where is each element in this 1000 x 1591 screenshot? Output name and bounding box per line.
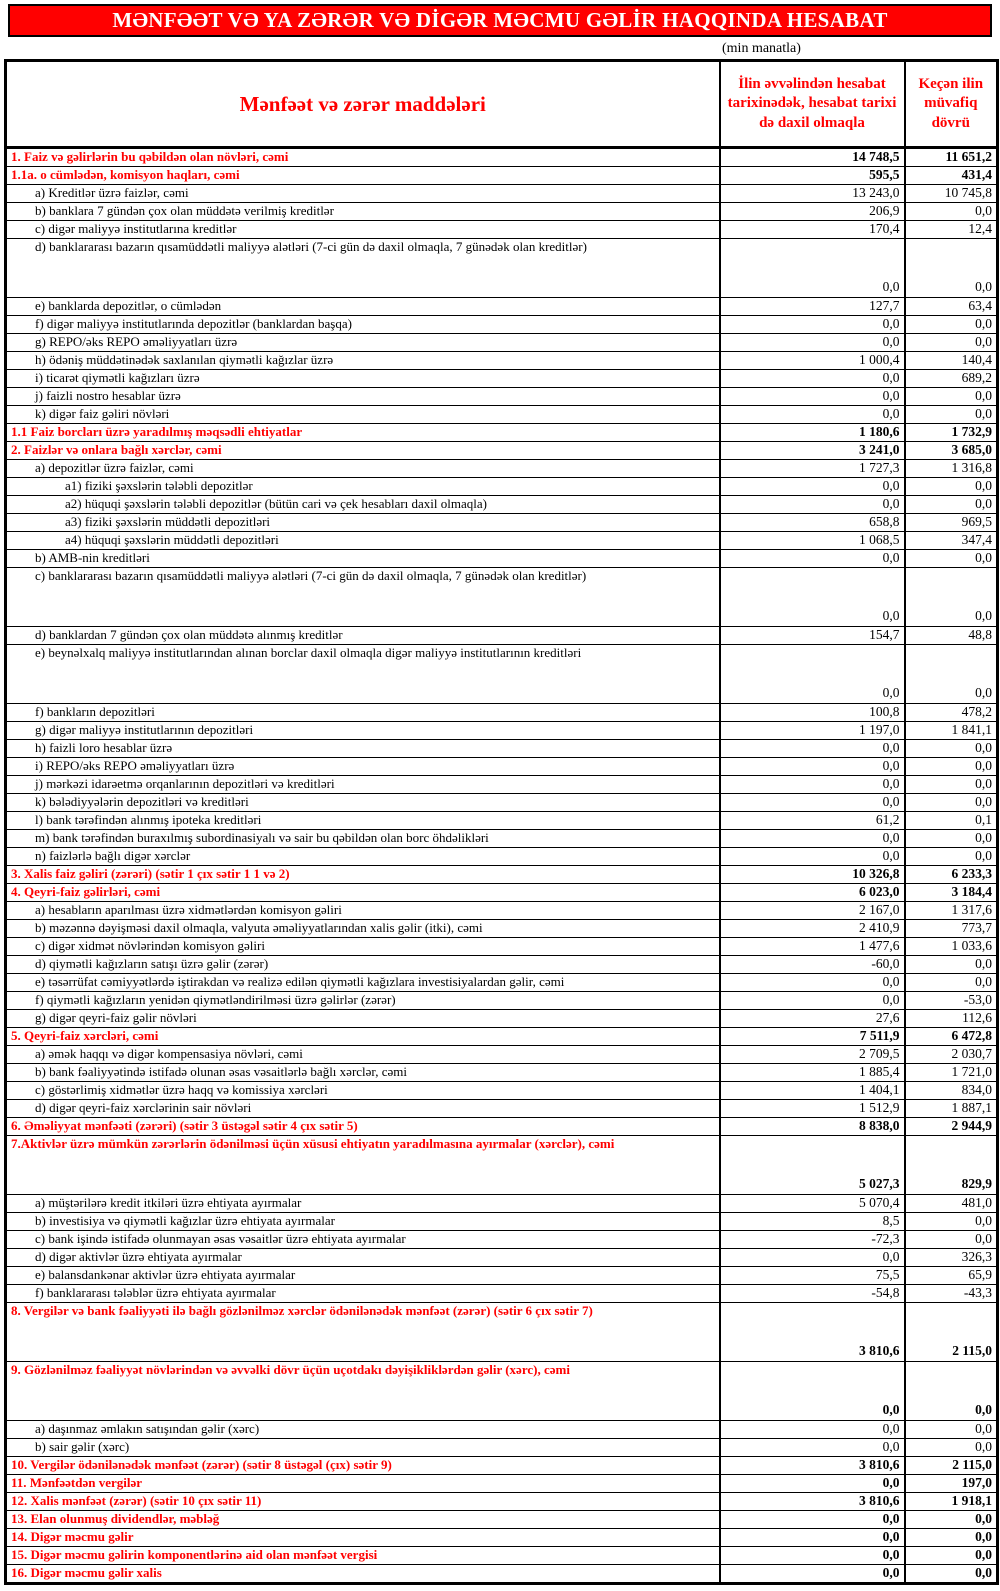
row-label: 5. Qeyri-faiz xərcləri, cəmi — [6, 1028, 720, 1046]
table-row — [6, 1362, 998, 1421]
row-label: d) banklardan 7 gündən çox olan müddətə alınmış kreditlər — [6, 627, 720, 645]
row-value-current: 0,0 — [720, 830, 905, 848]
row-label: b) sair gəlir (xərc) — [6, 1439, 720, 1457]
table-row — [6, 185, 998, 203]
row-label: 16. Digər məcmu gəlir xalis — [6, 1565, 720, 1584]
row-label: e) təsərrüfat cəmiyyətlərdə iştirakdan və realizə edilən qiymətli kağızlara investisiyalardan gəlir, cəmi — [6, 974, 720, 992]
row-label: 14. Digər məcmu gəlir — [6, 1529, 720, 1547]
row-value-previous: 2 115,0 — [905, 1457, 998, 1475]
table-row — [6, 148, 998, 167]
row-value-previous: 0,0 — [905, 1421, 998, 1439]
table-row — [6, 956, 998, 974]
row-label: f) digər maliyyə institutlarında depozitlər (banklardan başqa) — [6, 316, 720, 334]
table-row — [6, 866, 998, 884]
row-label: b) banklara 7 gündən çox olan müddətə verilmiş kreditlər — [6, 203, 720, 221]
row-value-previous: 0,0 — [905, 388, 998, 406]
table-row — [6, 388, 998, 406]
row-label: h) ödəniş müddətinədək saxlanılan qiymətli kağızlar üzrə — [6, 352, 720, 370]
table-row — [6, 1421, 998, 1439]
row-value-current: 1 477,6 — [720, 938, 905, 956]
row-value-current: 0,0 — [720, 316, 905, 334]
row-value-current: 6 023,0 — [720, 884, 905, 902]
row-value-current: 7 511,9 — [720, 1028, 905, 1046]
row-label: 6. Əməliyyat mənfəəti (zərəri) (sətir 3 üstəgəl sətir 4 çıx sətir 5) — [6, 1118, 720, 1136]
row-label: 1.1 Faiz borcları üzrə yaradılmış məqsədli ehtiyatlar — [6, 424, 720, 442]
row-label: a) hesabların aparılması üzrə xidmətlərdən komisyon gəliri — [6, 902, 720, 920]
row-value-previous: 1 721,0 — [905, 1064, 998, 1082]
row-value-previous: 0,0 — [905, 478, 998, 496]
row-label: b) bank fəaliyyətində istifadə olunan əsas vəsaitlərlə bağlı xərclər, cəmi — [6, 1064, 720, 1082]
column-header-current-period: İlin əvvəlindən hesabat tarixinədək, hesabat tarixi də daxil olmaqla — [720, 61, 905, 148]
row-label: e) balansdankənar aktivlər üzrə ehtiyata ayırmalar — [6, 1267, 720, 1285]
row-value-current: 3 241,0 — [720, 442, 905, 460]
column-header-previous-period: Keçən ilin müvafiq dövrü — [905, 61, 998, 148]
row-value-current: 13 243,0 — [720, 185, 905, 203]
row-value-current: 1 197,0 — [720, 722, 905, 740]
row-label: l) bank tərəfindən alınmış ipoteka kreditləri — [6, 812, 720, 830]
row-value-current: 1 727,3 — [720, 460, 905, 478]
table-row — [6, 722, 998, 740]
row-label: 8. Vergilər və bank fəaliyyəti ilə bağlı gözlənilməz xərclər ödənilənədək mənfəət (zərər) (sətir 6 çıx sətir 7) — [6, 1303, 720, 1362]
table-row — [6, 167, 998, 185]
row-value-previous: 478,2 — [905, 704, 998, 722]
table-row — [6, 532, 998, 550]
table-row — [6, 812, 998, 830]
row-value-current: 658,8 — [720, 514, 905, 532]
row-value-previous: 0,0 — [905, 550, 998, 568]
row-value-current: 0,0 — [720, 496, 905, 514]
table-row — [6, 1475, 998, 1493]
row-value-current: -72,3 — [720, 1231, 905, 1249]
row-value-previous: 326,3 — [905, 1249, 998, 1267]
row-label: a4) hüquqi şəxslərin müddətli depozitləri — [6, 532, 720, 550]
report-title: MƏNFƏƏT VƏ YA ZƏRƏR VƏ DİGƏR MƏCMU GƏLİR HAQQINDA HESABAT — [112, 8, 888, 32]
row-value-current: 0,0 — [720, 974, 905, 992]
row-value-current: 0,0 — [720, 758, 905, 776]
table-row — [6, 1213, 998, 1231]
table-row — [6, 776, 998, 794]
row-value-current: 0,0 — [720, 848, 905, 866]
row-value-previous: 834,0 — [905, 1082, 998, 1100]
row-label: a) depozitlər üzrə faizlər, cəmi — [6, 460, 720, 478]
row-value-current: 5 027,3 — [720, 1136, 905, 1195]
table-row — [6, 298, 998, 316]
row-value-previous: 0,0 — [905, 1565, 998, 1584]
row-value-current: 0,0 — [720, 1439, 905, 1457]
row-label: n) faizlərlə bağlı digər xərclər — [6, 848, 720, 866]
row-label: i) REPO/əks REPO əməliyyatları üzrə — [6, 758, 720, 776]
row-value-current: 0,0 — [720, 740, 905, 758]
row-label: d) digər qeyri-faiz xərclərinin sair növləri — [6, 1100, 720, 1118]
row-label: a) Kreditlər üzrə faizlər, cəmi — [6, 185, 720, 203]
table-row — [6, 1082, 998, 1100]
row-value-previous: 0,0 — [905, 203, 998, 221]
row-label: c) banklararası bazarın qısamüddətli maliyyə alətləri (7-ci gün də daxil olmaqla, 7 günədək olan kreditlər) — [6, 568, 720, 627]
table-row — [6, 902, 998, 920]
row-value-current: 206,9 — [720, 203, 905, 221]
row-label: k) digər faiz gəliri növləri — [6, 406, 720, 424]
row-label: 1. Faiz və gəlirlərin bu qəbildən olan növləri, cəmi — [6, 148, 720, 167]
row-value-current: 0,0 — [720, 1529, 905, 1547]
row-value-current: 14 748,5 — [720, 148, 905, 167]
row-value-previous: 0,0 — [905, 794, 998, 812]
row-label: h) faizli loro hesablar üzrə — [6, 740, 720, 758]
table-row — [6, 1249, 998, 1267]
table-row — [6, 568, 998, 627]
row-value-previous: 1 841,1 — [905, 722, 998, 740]
table-row — [6, 1046, 998, 1064]
profit-loss-table — [4, 59, 999, 1585]
row-value-previous: 63,4 — [905, 298, 998, 316]
row-value-current: 0,0 — [720, 1565, 905, 1584]
row-value-current: 0,0 — [720, 992, 905, 1010]
row-label: e) beynəlxalq maliyyə institutlarından alınan borclar daxil olmaqla digər maliyyə institutlarının kreditləri — [6, 645, 720, 704]
row-value-previous: 1 033,6 — [905, 938, 998, 956]
row-value-current: 3 810,6 — [720, 1457, 905, 1475]
column-header-items: Mənfəət və zərər maddələri — [6, 61, 720, 148]
table-row — [6, 1439, 998, 1457]
row-value-previous: 0,0 — [905, 316, 998, 334]
table-row — [6, 974, 998, 992]
row-value-previous: 11 651,2 — [905, 148, 998, 167]
row-value-current: 0,0 — [720, 1511, 905, 1529]
table-row — [6, 514, 998, 532]
row-value-current: 3 810,6 — [720, 1493, 905, 1511]
row-label: k) bələdiyyələrin depozitləri və kreditləri — [6, 794, 720, 812]
row-value-previous: 48,8 — [905, 627, 998, 645]
row-label: 3. Xalis faiz gəliri (zərəri) (sətir 1 çıx sətir 1 1 və 2) — [6, 866, 720, 884]
row-value-current: 10 326,8 — [720, 866, 905, 884]
row-value-current: 0,0 — [720, 794, 905, 812]
row-value-current: 1 404,1 — [720, 1082, 905, 1100]
row-value-previous: 197,0 — [905, 1475, 998, 1493]
table-header-row — [6, 61, 998, 148]
row-value-current: -60,0 — [720, 956, 905, 974]
row-value-previous: 0,0 — [905, 776, 998, 794]
table-row — [6, 1457, 998, 1475]
row-value-previous: 0,0 — [905, 1511, 998, 1529]
row-label: 12. Xalis mənfəət (zərər) (sətir 10 çıx sətir 11) — [6, 1493, 720, 1511]
table-row — [6, 992, 998, 1010]
row-label: c) bank işində istifadə olunmayan əsas vəsaitlər üzrə ehtiyata ayırmalar — [6, 1231, 720, 1249]
row-value-previous: 431,4 — [905, 167, 998, 185]
row-value-previous: 0,0 — [905, 406, 998, 424]
table-row — [6, 884, 998, 902]
row-value-current: 0,0 — [720, 550, 905, 568]
row-value-current: 2 709,5 — [720, 1046, 905, 1064]
row-value-current: 8 838,0 — [720, 1118, 905, 1136]
table-row — [6, 645, 998, 704]
row-value-previous: 0,0 — [905, 758, 998, 776]
row-label: i) ticarət qiymətli kağızları üzrə — [6, 370, 720, 388]
row-value-previous: 0,0 — [905, 848, 998, 866]
table-row — [6, 1267, 998, 1285]
row-value-previous: 3 184,4 — [905, 884, 998, 902]
row-value-previous: 1 732,9 — [905, 424, 998, 442]
table-row — [6, 1493, 998, 1511]
table-row — [6, 1285, 998, 1303]
row-label: c) digər xidmət növlərindən komisyon gəliri — [6, 938, 720, 956]
table-row — [6, 203, 998, 221]
table-row — [6, 424, 998, 442]
row-value-current: 27,6 — [720, 1010, 905, 1028]
row-value-previous: 1 887,1 — [905, 1100, 998, 1118]
row-label: 15. Digər məcmu gəlirin komponentlərinə aid olan mənfəət vergisi — [6, 1547, 720, 1565]
unit-note: (min manatla) — [722, 41, 801, 56]
row-label: 7.Aktivlər üzrə mümkün zərərlərin ödənilməsi üçün xüsusi ehtiyatın yaradılmasına ayırmalar (xərclər), cəmi — [6, 1136, 720, 1195]
row-label: 2. Faizlər və onlara bağlı xərclər, cəmi — [6, 442, 720, 460]
row-label: a1) fiziki şəxslərin tələbli depozitlər — [6, 478, 720, 496]
row-label: 13. Elan olunmuş dividendlər, məbləğ — [6, 1511, 720, 1529]
table-row — [6, 221, 998, 239]
row-value-current: -54,8 — [720, 1285, 905, 1303]
table-row — [6, 1118, 998, 1136]
row-value-previous: 0,0 — [905, 568, 998, 627]
row-value-current: 0,0 — [720, 645, 905, 704]
row-label: j) mərkəzi idarəetmə orqanlarının depozitləri və kreditləri — [6, 776, 720, 794]
table-row — [6, 794, 998, 812]
row-value-current: 75,5 — [720, 1267, 905, 1285]
table-row — [6, 830, 998, 848]
row-label: b) investisiya və qiymətli kağızlar üzrə ehtiyata ayırmalar — [6, 1213, 720, 1231]
table-row — [6, 1565, 998, 1584]
row-value-current: 0,0 — [720, 334, 905, 352]
row-label: a) əmək haqqı və digər kompensasiya növləri, cəmi — [6, 1046, 720, 1064]
row-label: 4. Qeyri-faiz gəlirləri, cəmi — [6, 884, 720, 902]
table-row — [6, 1303, 998, 1362]
row-label: 1.1a. o cümlədən, komisyon haqları, cəmi — [6, 167, 720, 185]
row-label: c) göstərlimiş xidmətlər üzrə haqq və komissiya xərcləri — [6, 1082, 720, 1100]
row-value-previous: 0,0 — [905, 1439, 998, 1457]
row-value-previous: 829,9 — [905, 1136, 998, 1195]
row-label: d) qiymətli kağızların satışı üzrə gəlir (zərər) — [6, 956, 720, 974]
table-row — [6, 1547, 998, 1565]
row-label: f) bankların depozitləri — [6, 704, 720, 722]
row-label: 9. Gözlənilməz fəaliyyət növlərindən və əvvəlki dövr üçün uçotdakı dəyişikliklərdən gəlir (xərc), cəmi — [6, 1362, 720, 1421]
row-label: a) daşınmaz əmlakın satışından gəlir (xərc) — [6, 1421, 720, 1439]
table-row — [6, 352, 998, 370]
row-value-current: 1 068,5 — [720, 532, 905, 550]
table-row — [6, 848, 998, 866]
table-row — [6, 239, 998, 298]
row-value-current: 595,5 — [720, 167, 905, 185]
row-value-previous: 0,0 — [905, 645, 998, 704]
row-value-previous: 0,0 — [905, 1529, 998, 1547]
row-label: g) digər qeyri-faiz gəlir növləri — [6, 1010, 720, 1028]
row-label: a) müştərilərə kredit itkiləri üzrə ehtiyata ayırmalar — [6, 1195, 720, 1213]
row-label: f) banklararası tələblər üzrə ehtiyata ayırmalar — [6, 1285, 720, 1303]
row-value-current: 3 810,6 — [720, 1303, 905, 1362]
table-row — [6, 370, 998, 388]
table-row — [6, 1064, 998, 1082]
table-row — [6, 478, 998, 496]
table-row — [6, 1231, 998, 1249]
row-value-current: 0,0 — [720, 1362, 905, 1421]
row-label: e) banklarda depozitlər, o cümlədən — [6, 298, 720, 316]
table-row — [6, 758, 998, 776]
row-value-current: 0,0 — [720, 239, 905, 298]
table-row — [6, 1028, 998, 1046]
row-label: g) REPO/əks REPO əməliyyatları üzrə — [6, 334, 720, 352]
row-label: a2) hüquqi şəxslərin tələbli depozitlər (bütün cari və çek hesabları daxil olmaqla) — [6, 496, 720, 514]
row-value-previous: 0,0 — [905, 496, 998, 514]
row-value-previous: 6 472,8 — [905, 1028, 998, 1046]
row-label: c) digər maliyyə institutlarına kreditlər — [6, 221, 720, 239]
row-value-previous: 1 317,6 — [905, 902, 998, 920]
row-value-previous: 0,0 — [905, 974, 998, 992]
table-row — [6, 938, 998, 956]
row-value-current: 0,0 — [720, 776, 905, 794]
table-row — [6, 334, 998, 352]
row-value-previous: 347,4 — [905, 532, 998, 550]
row-label: 10. Vergilər ödənilənədək mənfəət (zərər) (sətir 8 üstəgəl (çıx) sətir 9) — [6, 1457, 720, 1475]
row-value-previous: 140,4 — [905, 352, 998, 370]
table-row — [6, 442, 998, 460]
row-value-previous: 0,0 — [905, 740, 998, 758]
table-row — [6, 627, 998, 645]
row-label: 11. Mənfəətdən vergilər — [6, 1475, 720, 1493]
table-body — [6, 148, 998, 1584]
row-label: b) AMB-nin kreditləri — [6, 550, 720, 568]
row-value-previous: 2 944,9 — [905, 1118, 998, 1136]
row-value-previous: 481,0 — [905, 1195, 998, 1213]
row-value-current: 61,2 — [720, 812, 905, 830]
row-value-previous: 65,9 — [905, 1267, 998, 1285]
table-row — [6, 920, 998, 938]
row-value-previous: 0,0 — [905, 1362, 998, 1421]
row-value-previous: 0,0 — [905, 334, 998, 352]
row-value-current: 1 885,4 — [720, 1064, 905, 1082]
row-value-current: 0,0 — [720, 370, 905, 388]
row-value-current: 100,8 — [720, 704, 905, 722]
row-value-previous: 0,0 — [905, 1231, 998, 1249]
row-value-previous: 773,7 — [905, 920, 998, 938]
row-value-previous: 0,0 — [905, 1547, 998, 1565]
table-row — [6, 1100, 998, 1118]
row-label: j) faizli nostro hesablar üzrə — [6, 388, 720, 406]
row-value-current: 1 000,4 — [720, 352, 905, 370]
table-row — [6, 740, 998, 758]
row-value-current: 5 070,4 — [720, 1195, 905, 1213]
row-value-current: 0,0 — [720, 388, 905, 406]
row-value-current: 0,0 — [720, 1475, 905, 1493]
row-value-current: 1 512,9 — [720, 1100, 905, 1118]
row-value-previous: 0,0 — [905, 830, 998, 848]
row-value-previous: 3 685,0 — [905, 442, 998, 460]
row-value-previous: 969,5 — [905, 514, 998, 532]
row-value-current: 154,7 — [720, 627, 905, 645]
row-value-current: 127,7 — [720, 298, 905, 316]
row-label: g) digər maliyyə institutlarının depozitləri — [6, 722, 720, 740]
row-label: f) qiymətli kağızların yenidən qiymətləndirilməsi üzrə gəlirlər (zərər) — [6, 992, 720, 1010]
row-value-current: 0,0 — [720, 478, 905, 496]
row-value-previous: 2 030,7 — [905, 1046, 998, 1064]
row-value-previous: 0,0 — [905, 956, 998, 974]
row-value-previous: 1 918,1 — [905, 1493, 998, 1511]
report-title-banner — [8, 4, 992, 37]
row-label: d) digər aktivlər üzrə ehtiyata ayırmalar — [6, 1249, 720, 1267]
row-label: b) məzənnə dəyişməsi daxil olmaqla, valyuta əməliyyatlarından xalis gəlir (itki), cəmi — [6, 920, 720, 938]
row-value-previous: 689,2 — [905, 370, 998, 388]
table-row — [6, 460, 998, 478]
table-row — [6, 1136, 998, 1195]
row-value-previous: -53,0 — [905, 992, 998, 1010]
table-row — [6, 1010, 998, 1028]
row-value-previous: -43,3 — [905, 1285, 998, 1303]
row-value-current: 2 167,0 — [720, 902, 905, 920]
row-value-previous: 112,6 — [905, 1010, 998, 1028]
table-row — [6, 1195, 998, 1213]
table-row — [6, 704, 998, 722]
row-value-current: 0,0 — [720, 1249, 905, 1267]
row-value-current: 2 410,9 — [720, 920, 905, 938]
row-value-current: 0,0 — [720, 568, 905, 627]
row-value-previous: 1 316,8 — [905, 460, 998, 478]
row-value-previous: 0,0 — [905, 1213, 998, 1231]
table-row — [6, 1529, 998, 1547]
row-value-current: 8,5 — [720, 1213, 905, 1231]
table-row — [6, 316, 998, 334]
row-value-current: 0,0 — [720, 1547, 905, 1565]
table-row — [6, 550, 998, 568]
row-label: a3) fiziki şəxslərin müddətli depozitləri — [6, 514, 720, 532]
row-value-previous: 12,4 — [905, 221, 998, 239]
row-value-previous: 6 233,3 — [905, 866, 998, 884]
row-value-previous: 0,0 — [905, 239, 998, 298]
table-row — [6, 1511, 998, 1529]
row-value-current: 170,4 — [720, 221, 905, 239]
table-row — [6, 406, 998, 424]
row-value-current: 0,0 — [720, 406, 905, 424]
row-label: d) banklararası bazarın qısamüddətli maliyyə alətləri (7-ci gün də daxil olmaqla, 7 günədək olan kreditlər) — [6, 239, 720, 298]
row-value-previous: 10 745,8 — [905, 185, 998, 203]
row-value-current: 1 180,6 — [720, 424, 905, 442]
table-row — [6, 496, 998, 514]
row-value-previous: 2 115,0 — [905, 1303, 998, 1362]
row-label: m) bank tərəfindən buraxılmış subordinasiyalı və sair bu qəbildən olan borc öhdəlikləri — [6, 830, 720, 848]
row-value-current: 0,0 — [720, 1421, 905, 1439]
row-value-previous: 0,1 — [905, 812, 998, 830]
